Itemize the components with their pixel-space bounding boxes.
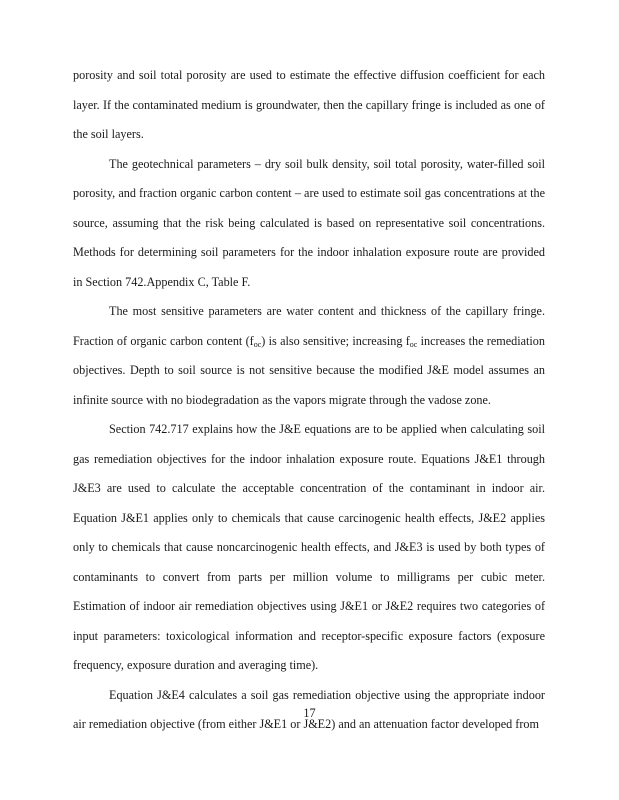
- paragraph-sensitive-parameters: [73, 297, 545, 415]
- sensitive-text-part-2: ) is also sensitive; increasing f: [261, 333, 410, 348]
- foc-subscript-2: oc: [409, 339, 418, 349]
- paragraph-je-equations: Section 742.717 explains how the J&E equations are to be applied when calculating soil gas remediation objectives for the indoor inhalation exposure route. Equations J&E1 through J&E3 are used to calculate the acceptable concentration of the contaminant in indoor air. Equation J&E1 applies only to chemicals that cause carcinogenic health effects, J&E2 applies only to chemicals that cause noncarcinogenic health effects, and J&E3 is used by both types of contaminants to convert from parts per million volume to milligrams per cubic meter. Estimation of indoor air remediation objectives using J&E1 or J&E2 requires two categories of input parameters: toxicological information and receptor-specific exposure factors (exposure frequency, exposure duration and averaging time).: [73, 422, 545, 672]
- body-text: [73, 61, 545, 740]
- paragraph-je4: Equation J&E4 calculates a soil gas remediation objective using the appropriate indoor air remediation objective (from either J&E1 or J&E2) and an attenuation factor developed from: [73, 687, 545, 731]
- foc-subscript-1: oc: [253, 339, 262, 349]
- paragraph-soil-layers: porosity and soil total porosity are used to estimate the effective diffusion coefficient for each layer. If the contaminated medium is groundwater, then the capillary fringe is included as one of the soil layers.: [73, 68, 545, 141]
- sensitive-text-part-3: increases the remediation objectives. Depth to soil source is not sensitive because the modified J&E model assumes an infinite source with no biodegradation as the vapors migrate through the vadose zone.: [73, 333, 545, 407]
- sensitive-text-part-1: The most sensitive parameters are water content and thickness of the capillary fringe. Fraction of organic carbon content (f: [73, 304, 545, 348]
- paragraph-geotechnical-parameters: The geotechnical parameters – dry soil bulk density, soil total porosity, water-filled soil porosity, and fraction organic carbon content – are used to estimate soil gas concentrations at the source, assuming that the risk being calculated is based on representative soil concentrations. Methods for determining soil parameters for the indoor inhalation exposure route are provided in Section 742.Appendix C, Table F.: [73, 156, 545, 289]
- page-number: 17: [303, 706, 316, 720]
